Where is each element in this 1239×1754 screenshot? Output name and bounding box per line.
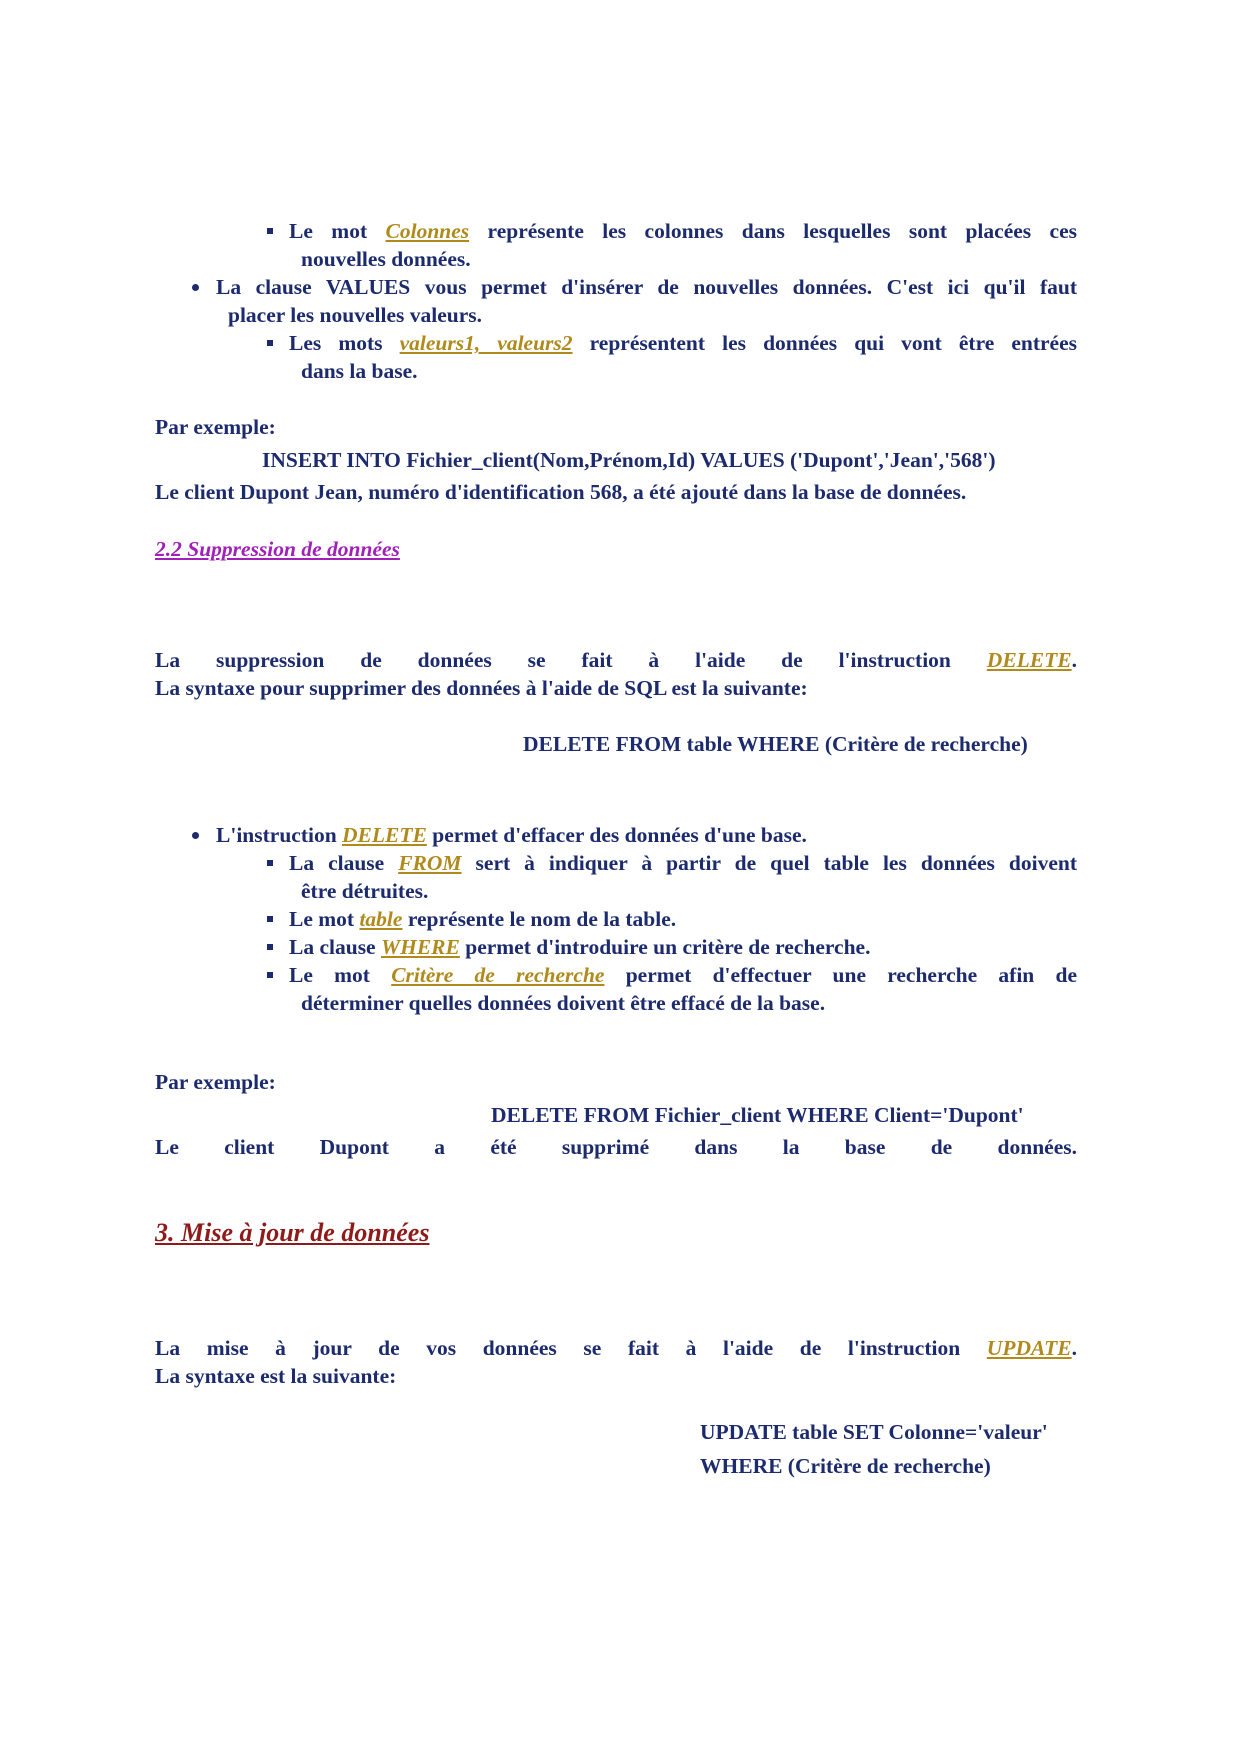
text: Le mot xyxy=(289,219,386,243)
sub-bullet-from-cont: être détruites. xyxy=(301,879,429,903)
disc-bullet-icon xyxy=(192,284,199,291)
example-insert-result: Le client Dupont Jean, numéro d'identification 568, a été ajouté dans la base de données. xyxy=(155,480,967,504)
text: La clause VALUES vous permet d'insérer de nouvelles données. C'est ici qu'il faut xyxy=(216,275,1077,299)
example-label: Par exemple: xyxy=(155,1070,276,1094)
keyword-colonnes: Colonnes xyxy=(385,219,470,243)
example-delete-result xyxy=(155,1133,1077,1161)
delete-intro-line2: La syntaxe pour supprimer des données à l'aide de SQL est la suivante: xyxy=(155,676,808,700)
text: La suppression de données se fait à l'aide de l'instruction xyxy=(155,648,987,672)
disc-bullet-icon xyxy=(192,832,199,839)
update-syntax-line2: WHERE (Critère de recherche) xyxy=(700,1454,991,1478)
text: Le mot xyxy=(289,907,360,931)
example-delete-code: DELETE FROM Fichier_client WHERE Client='Dupont' xyxy=(491,1103,1024,1127)
sub-bullet-colonnes xyxy=(289,217,1077,245)
square-bullet-icon xyxy=(267,860,273,866)
keyword-table: table xyxy=(359,907,403,931)
sub-bullet-critere-cont: déterminer quelles données doivent être effacé de la base. xyxy=(301,991,826,1015)
text: L'instruction xyxy=(216,823,343,847)
example-label: Par exemple: xyxy=(155,415,276,439)
section-heading-mise-a-jour: 3. Mise à jour de données xyxy=(155,1218,430,1247)
text: représente les colonnes dans lesquelles sont placées ces xyxy=(469,219,1078,243)
delete-intro-line1 xyxy=(155,646,1077,674)
square-bullet-icon xyxy=(267,972,273,978)
text: La clause xyxy=(289,935,381,959)
text: sert à indiquer à partir de quel table les données doivent xyxy=(461,851,1077,875)
text: La mise à jour de vos données se fait à l'aide de l'instruction xyxy=(155,1336,987,1360)
text: Les mots xyxy=(289,331,400,355)
text: permet d'effectuer une recherche afin de xyxy=(604,963,1077,987)
keyword-critere: Critère de recherche xyxy=(391,963,605,987)
text: Le mot xyxy=(289,963,392,987)
keyword-valeurs: valeurs1, valeurs2 xyxy=(399,331,573,355)
bullet-delete-instruction xyxy=(216,821,807,849)
keyword-delete: DELETE xyxy=(986,648,1072,672)
text: permet d'introduire un critère de recherche. xyxy=(459,935,871,959)
square-bullet-icon xyxy=(267,944,273,950)
sub-bullet-valeurs-cont: dans la base. xyxy=(301,359,418,383)
example-insert-code: INSERT INTO Fichier_client(Nom,Prénom,Id) VALUES ('Dupont','Jean','568') xyxy=(262,448,996,472)
keyword-update: UPDATE xyxy=(986,1336,1072,1360)
section-heading-suppression: 2.2 Suppression de données xyxy=(155,537,400,561)
square-bullet-icon xyxy=(267,916,273,922)
sub-bullet-valeurs xyxy=(289,329,1077,357)
text: La clause xyxy=(289,851,399,875)
update-intro-line2: La syntaxe est la suivante: xyxy=(155,1364,397,1388)
sub-bullet-from xyxy=(289,849,1077,877)
square-bullet-icon xyxy=(267,228,273,234)
delete-syntax: DELETE FROM table WHERE (Critère de recherche) xyxy=(523,732,1028,756)
keyword-delete: DELETE xyxy=(342,823,427,847)
bullet-values-line2: placer les nouvelles valeurs. xyxy=(228,303,483,327)
square-bullet-icon xyxy=(267,340,273,346)
update-syntax-line1: UPDATE table SET Colonne='valeur' xyxy=(700,1420,1048,1444)
keyword-from: FROM xyxy=(398,851,462,875)
text: . xyxy=(1071,648,1077,672)
text: représente le nom de la table. xyxy=(402,907,677,931)
sub-bullet-where xyxy=(289,933,870,961)
sub-bullet-table xyxy=(289,905,676,933)
text: représentent les données qui vont être entrées xyxy=(572,331,1078,355)
bullet-values-line1 xyxy=(216,273,1077,301)
update-intro-line1 xyxy=(155,1334,1077,1362)
text: Le client Dupont a été supprimé dans la base de données. xyxy=(155,1135,1077,1159)
keyword-where: WHERE xyxy=(380,935,460,959)
sub-bullet-critere xyxy=(289,961,1077,989)
text: . xyxy=(1071,1336,1077,1360)
sub-bullet-colonnes-cont: nouvelles données. xyxy=(301,247,471,271)
text: permet d'effacer des données d'une base. xyxy=(426,823,807,847)
